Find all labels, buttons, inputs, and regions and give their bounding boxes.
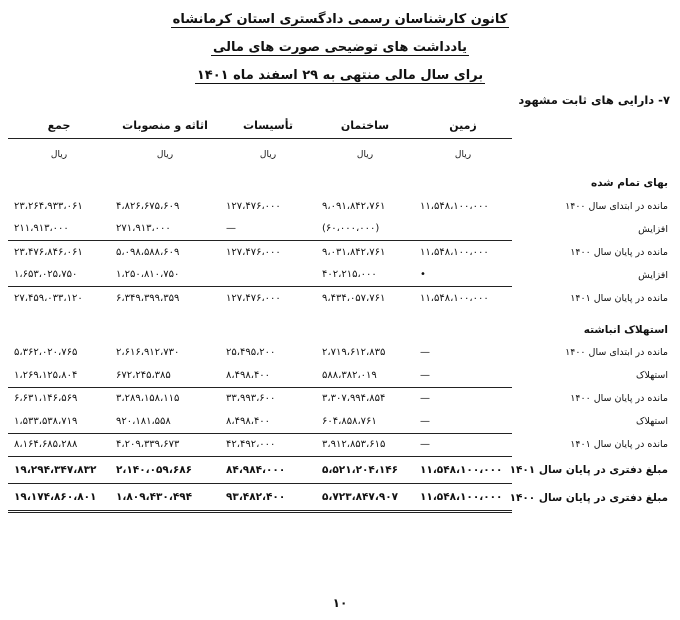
cell-value: ۳،۹۱۲،۸۵۳،۶۱۵ (316, 433, 414, 457)
cell-value: ۱۱،۵۴۸،۱۰۰،۰۰۰ (414, 287, 512, 310)
unit-label: ریال (50, 150, 68, 160)
cell-value: • (420, 269, 426, 281)
cell-value: ۱۲۷،۴۷۶،۰۰۰ (226, 200, 281, 212)
row-label: مانده در پایان سال ۱۴۰۱ (570, 292, 668, 304)
cell-value (220, 264, 316, 287)
cell-value: ۱۱،۵۴۸،۱۰۰،۰۰۰ (414, 457, 512, 484)
column-header-building: ساختمان (316, 112, 414, 139)
column-header-total: جمع (8, 112, 110, 139)
unit-label: ریال (356, 150, 374, 160)
unit-label: ریال (156, 150, 174, 160)
cell-value: ۸،۱۶۴،۶۸۵،۲۸۸ (8, 433, 110, 457)
cell-value: ۳،۳۰۷،۹۹۴،۸۵۴ (316, 387, 414, 410)
table-row (8, 457, 672, 484)
cell-value: ۵،۷۲۳،۸۴۷،۹۰۷ (316, 484, 414, 512)
cell-value: ۱،۵۳۳،۵۳۸،۷۱۹ (14, 415, 78, 427)
table-row (8, 387, 672, 410)
table-row (8, 433, 672, 457)
table-row (8, 410, 672, 433)
group-heading-row (8, 318, 672, 342)
cell-value: ۲۷،۴۵۹،۰۳۳،۱۲۰ (8, 287, 110, 310)
cell-value: ۶،۶۳۱،۱۴۶،۵۶۹ (8, 387, 110, 410)
cell-value: ۴۰۲،۲۱۵،۰۰۰ (322, 269, 377, 281)
cell-value: ۸۴،۹۸۴،۰۰۰ (220, 457, 316, 484)
table-row (8, 287, 672, 310)
row-label: استهلاک (635, 370, 668, 381)
cell-value: ۲۱۱،۹۱۳،۰۰۰ (14, 223, 69, 235)
spacer-row (8, 310, 672, 318)
row-label: مانده در ابتدای سال ۱۴۰۰ (565, 200, 668, 212)
table-row (8, 364, 672, 387)
cell-value: ۵،۵۲۱،۲۰۴،۱۴۶ (316, 457, 414, 484)
report-title: یادداشت های توضیحی صورت های مالی (212, 40, 467, 55)
cell-value: ۶۷۲،۲۴۵،۳۸۵ (116, 369, 171, 381)
cell-value: ۲،۷۱۹،۶۱۲،۸۳۵ (322, 347, 386, 359)
row-label: مانده در پایان سال ۱۴۰۱ (570, 439, 668, 451)
cell-value: ۱،۸۰۹،۴۳۰،۴۹۴ (110, 484, 220, 512)
cell-value: ۱۱،۵۴۸،۱۰۰،۰۰۰ (414, 484, 512, 512)
cell-value: ۱۱،۵۴۸،۱۰۰،۰۰۰ (420, 200, 489, 212)
cell-value (414, 218, 512, 241)
cell-value: ۹،۰۳۱،۸۴۲،۷۶۱ (316, 241, 414, 264)
cell-value: ۲۵،۴۹۵،۲۰۰ (226, 347, 276, 359)
cell-value: ۹،۴۳۴،۰۵۷،۷۶۱ (316, 287, 414, 310)
cell-value: ۲۷۱،۹۱۳،۰۰۰ (116, 223, 171, 235)
cell-value: ۶،۳۴۹،۳۹۹،۳۵۹ (110, 287, 220, 310)
cell-value: — (414, 433, 512, 457)
cell-value: — (420, 415, 430, 427)
cell-value: ۸،۴۹۸،۴۰۰ (226, 415, 271, 427)
cell-value: ۹۳،۴۸۲،۴۰۰ (220, 484, 316, 512)
table-body (8, 139, 672, 512)
cell-value: ۸،۴۹۸،۴۰۰ (226, 369, 271, 381)
row-label: افزایش (638, 269, 668, 281)
unit-row (8, 139, 672, 172)
cell-value: ۳،۲۸۹،۱۵۸،۱۱۵ (110, 387, 220, 410)
group-heading-row (8, 171, 672, 195)
row-label: استهلاک (635, 416, 668, 427)
table-row (8, 484, 672, 512)
column-header-furniture: اثاثه و منصوبات (110, 112, 220, 139)
unit-label: ریال (259, 150, 277, 160)
cell-value: ۲۳،۲۶۴،۹۳۳،۰۶۱ (14, 200, 83, 212)
cell-value: ۱،۲۶۹،۱۲۵،۸۰۴ (14, 369, 78, 381)
cell-value: ۵۸۸،۳۸۲،۰۱۹ (322, 369, 377, 381)
table-row (8, 264, 672, 287)
group-heading: استهلاک انباشته (583, 323, 668, 336)
cell-value: — (420, 347, 430, 359)
page-number: ۱۰ (332, 596, 348, 610)
fixed-assets-table (8, 112, 672, 513)
row-label: مانده در ابتدای سال ۱۴۰۰ (565, 347, 668, 359)
cell-value: ۶۰۴،۸۵۸،۷۶۱ (322, 415, 377, 427)
table-row (8, 241, 672, 264)
row-label: مانده در پایان سال ۱۴۰۰ (570, 393, 668, 404)
table-row (8, 195, 672, 218)
row-label: مبلغ دفتری در پایان سال ۱۴۰۰ (509, 491, 668, 504)
cell-value: ۵،۰۹۸،۵۸۸،۶۰۹ (110, 241, 220, 264)
label-col-header (512, 112, 672, 139)
cell-value: ۱۲۷،۴۷۶،۰۰۰ (220, 241, 316, 264)
row-label: افزایش (638, 223, 668, 235)
cell-value: ۱۲۷،۴۷۶،۰۰۰ (220, 287, 316, 310)
cell-value: (۶۰،۰۰۰،۰۰۰) (322, 223, 380, 235)
cell-value: — (414, 387, 512, 410)
section-title: ۷- دارایی های ثابت مشهود (518, 93, 670, 107)
period-title: برای سال مالی منتهی به ۲۹ اسفند ماه ۱۴۰۱ (196, 68, 484, 83)
column-header-land: زمین (414, 112, 512, 139)
org-title: کانون کارشناسان رسمی دادگستری استان کرمانشاه (172, 12, 508, 27)
cell-value: ۲،۶۱۶،۹۱۲،۷۳۰ (116, 347, 180, 359)
cell-value: ۳۳،۹۹۳،۶۰۰ (220, 387, 316, 410)
cell-value: ۱۹،۱۷۴،۸۶۰،۸۰۱ (8, 484, 110, 512)
cell-value: ۲۳،۴۷۶،۸۴۶،۰۶۱ (8, 241, 110, 264)
cell-value: ۴،۸۲۶،۶۷۵،۶۰۹ (116, 200, 180, 212)
cell-value: ۲،۱۴۰،۰۵۹،۶۸۶ (110, 457, 220, 484)
table-row (8, 342, 672, 365)
group-heading: بهای تمام شده (591, 177, 668, 189)
cell-value: ۴،۲۰۹،۳۳۹،۶۷۳ (110, 433, 220, 457)
cell-value: ۱۱،۵۴۸،۱۰۰،۰۰۰ (414, 241, 512, 264)
column-header-installations: تأسیسات (220, 112, 316, 139)
cell-value: ۴۲،۴۹۲،۰۰۰ (220, 433, 316, 457)
cell-value: ۹،۰۹۱،۸۴۲،۷۶۱ (322, 200, 386, 212)
row-label: مبلغ دفتری در پایان سال ۱۴۰۱ (509, 464, 668, 476)
cell-value: ۵،۳۶۲،۰۲۰،۷۶۵ (14, 347, 78, 359)
cell-value: — (226, 223, 236, 235)
cell-value: ۹۲۰،۱۸۱،۵۵۸ (116, 415, 171, 427)
cell-value: ۱۹،۲۹۴،۳۴۷،۸۳۲ (8, 457, 110, 484)
unit-label: ریال (454, 150, 472, 160)
cell-value: ۱،۶۵۳،۰۲۵،۷۵۰ (14, 269, 78, 281)
cell-value: ۱،۲۵۰،۸۱۰،۷۵۰ (116, 269, 180, 281)
row-label: مانده در پایان سال ۱۴۰۰ (570, 246, 668, 258)
table-row (8, 218, 672, 241)
cell-value: — (420, 369, 430, 381)
